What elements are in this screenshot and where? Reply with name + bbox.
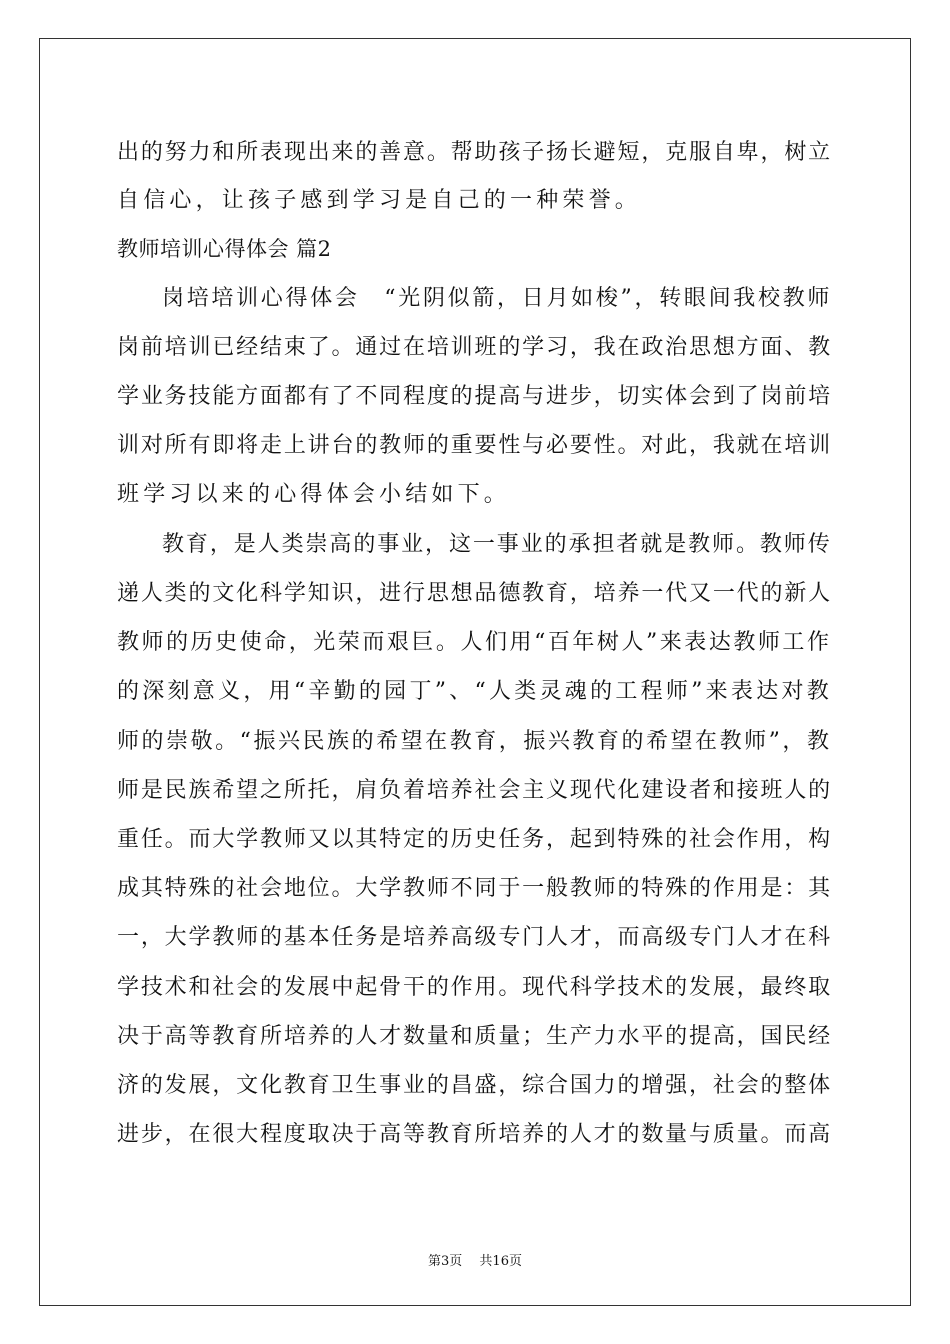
text-line: 教育，是人类崇高的事业，这一事业的承担者就是教师。教师传: [162, 532, 832, 557]
text-line: 岗前培训已经结束了。通过在培训班的学习，我在政治思想方面、教: [117, 335, 833, 360]
text-line: 班学习以来的心得体会小结如下。: [117, 482, 511, 507]
text-line: 教师的历史使命，光荣而艰巨。人们用“百年树人”来表达教师工作: [117, 630, 832, 655]
text-line: 重任。而大学教师又以其特定的历史任务，起到特殊的社会作用，构: [117, 827, 833, 852]
text-line: 出的努力和所表现出来的善意。帮助孩子扬长避短，克服自卑，树立: [117, 140, 833, 165]
text-line: 济的发展，文化教育卫生事业的昌盛，综合国力的增强，社会的整体: [117, 1073, 833, 1098]
text-line: 进步，在很大程度取决于高等教育所培养的人才的数量与质量。而高: [117, 1122, 833, 1147]
text-line: 成其特殊的社会地位。大学教师不同于一般教师的特殊的作用是：其: [117, 876, 833, 901]
text-line: 学业务技能方面都有了不同程度的提高与进步，切实体会到了岗前培: [117, 384, 833, 409]
text-line: 决于高等教育所培养的人才数量和质量；生产力水平的提高，国民经: [117, 1024, 833, 1049]
text-line: 自信心，让孩子感到学习是自己的一种荣誉。: [117, 188, 642, 213]
page-frame: [39, 38, 911, 1306]
text-line: 学技术和社会的发展中起骨干的作用。现代科学技术的发展，最终取: [117, 975, 833, 1000]
page-number-footer: 第3页 共16页: [428, 1254, 522, 1269]
text-line: 的深刻意义，用“辛勤的园丁”、“人类灵魂的工程师”来表达对教: [117, 679, 832, 704]
section-heading: 教师培训心得体会 篇2: [117, 237, 332, 261]
text-line: 岗培培训心得体会 “光阴似箭，日月如梭”，转眼间我校教师: [162, 286, 833, 311]
text-line: 一，大学教师的基本任务是培养高级专门人才，而高级专门人才在科: [117, 925, 833, 950]
text-line: 训对所有即将走上讲台的教师的重要性与必要性。对此，我就在培训: [117, 433, 833, 458]
text-line: 师的崇敬。“振兴民族的希望在教育，振兴教育的希望在教师”，教: [117, 729, 832, 754]
text-line: 递人类的文化科学知识，进行思想品德教育，培养一代又一代的新人: [117, 581, 833, 606]
text-line: 师是民族希望之所托，肩负着培养社会主义现代化建设者和接班人的: [117, 778, 833, 803]
